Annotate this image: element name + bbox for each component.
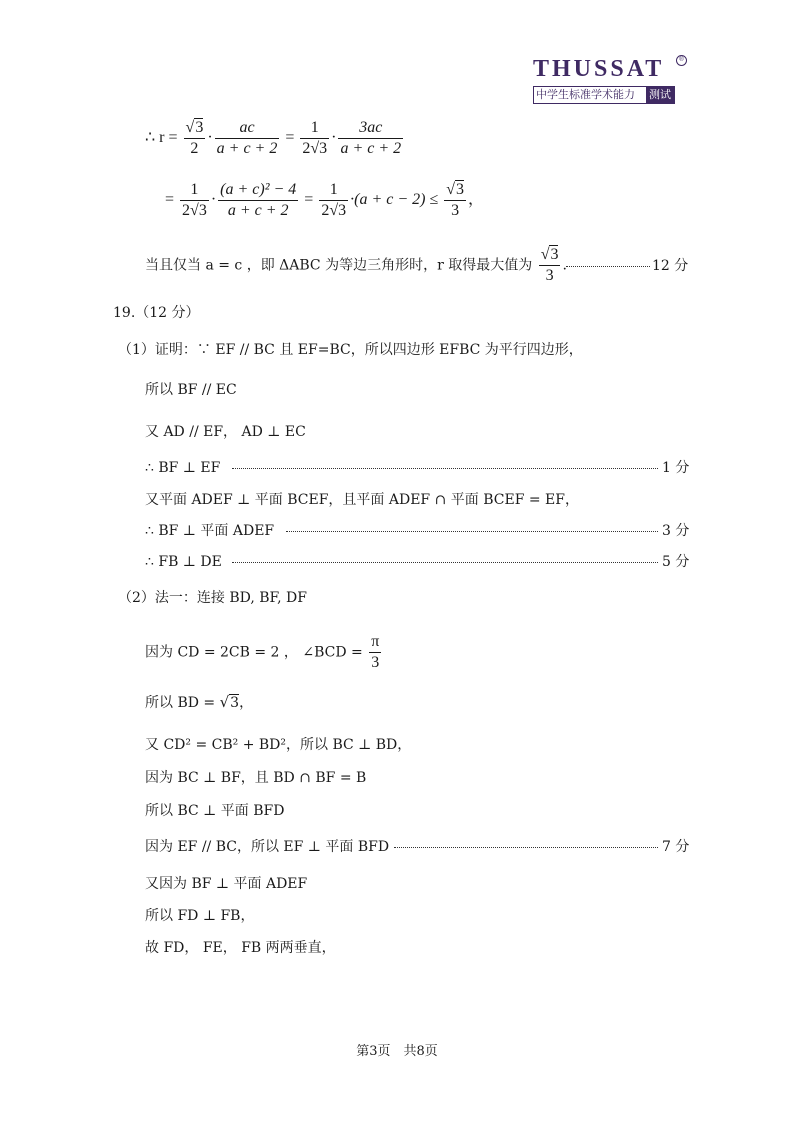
score-7: 7 分 — [662, 839, 690, 855]
part2-line3: 所以 BD = √3， — [145, 693, 254, 711]
fraction-sqrt3-over-2: $\frac{√3}{2}$ — [185, 119, 204, 157]
fraction-ac: $\frac{ac}{a + c + 2}$ — [216, 119, 278, 157]
part1-line1: （1）证明：∵ EF // BC 且 EF=BC，所以四边形 EFBC 为平行四边形， — [118, 342, 583, 358]
page-number: 第3页 共8页 — [356, 1044, 438, 1059]
registered-mark-icon: ® — [676, 55, 687, 66]
part1-line7: ∴ FB ⊥ DE — [145, 554, 222, 570]
score-1: 1 分 — [662, 460, 690, 476]
part1-line6: ∴ BF ⊥ 平面 ADEF — [145, 523, 275, 539]
question-19-heading: 19.（12 分） — [113, 305, 200, 321]
score-leader-3 — [286, 531, 658, 532]
part2-line10: 故 FD， FE， FB 两两垂直， — [145, 940, 336, 956]
score-3: 3 分 — [662, 523, 690, 539]
score-5: 5 分 — [662, 554, 690, 570]
r-prefix: ∴ r = — [145, 129, 178, 147]
fraction-1-over-2sqrt3: $\frac{1}{2√3}$ — [302, 119, 328, 157]
thussat-logo — [533, 55, 683, 104]
part2-line5: 因为 BC ⊥ BF，且 BD ∩ BF = B — [145, 770, 367, 786]
fraction-pi-over-3: $\frac{\pi}{3}$ — [371, 633, 380, 671]
score-12: 12 分 — [652, 258, 689, 274]
fraction-sqrt3-over-3: $\frac{√3}{3}$ — [446, 181, 465, 219]
part1-line2: 所以 BF // EC — [145, 382, 237, 398]
formula-r-line1: ∴ r = $\frac{√3}{2}$ · $\frac{ac}{a + c + 2}$ = $\frac{1}{2√3}$ · $\frac{3ac}{a + c + 2}$ — [145, 119, 402, 157]
fraction-sum-squared: $\frac{\text{(a + c)² − 4}}{a + c + 2}$ — [220, 181, 297, 219]
part2-line7: 因为 EF // BC，所以 EF ⊥ 平面 BFD — [145, 839, 390, 855]
logo-brand: THUSSAT — [533, 56, 665, 82]
part1-line5: 又平面 ADEF ⊥ 平面 BCEF，且平面 ADEF ∩ 平面 BCEF = EF， — [145, 492, 579, 508]
score-leader-12 — [566, 266, 650, 267]
score-leader-1 — [232, 468, 658, 469]
part1-line3: 又 AD // EF， AD ⊥ EC — [145, 424, 306, 440]
part2-line8: 又因为 BF ⊥ 平面 ADEF — [145, 876, 308, 892]
fraction-max-value: $\frac{√3}{3}$ — [540, 246, 559, 284]
part2-line2: 因为 CD = 2CB = 2 ， ∠BCD = $\frac{\pi}{3}$ — [145, 633, 380, 671]
max-value-line: 当且仅当 a = c ，即 ΔABC 为等边三角形时，r 取得最大值为 $\frac{√3}{3}$ . — [145, 246, 567, 284]
part1-line4: ∴ BF ⊥ EF — [145, 460, 221, 476]
logo-subtitle-bar — [533, 86, 675, 104]
part2-line6: 所以 BC ⊥ 平面 BFD — [145, 803, 285, 819]
formula-r-line2: = $\frac{1}{2√3}$ · $\frac{\text{(a + c)² − 4}}{a + c + 2}$ = $\frac{1}{2√3}$ ·(a + c − 2) ≤ $\frac{√3}{3}$ ， — [165, 181, 485, 219]
fraction-3ac: $\frac{3ac}{a + c + 2}$ — [340, 119, 402, 157]
logo-subtitle-right: 测试 — [646, 87, 674, 103]
part2-line1: （2）法一：连接 BD, BF, DF — [118, 590, 307, 606]
part2-line4: 又 CD² = CB² + BD²，所以 BC ⊥ BD， — [145, 737, 412, 753]
fraction-1-over-2sqrt3-b: $\frac{1}{2√3}$ — [182, 181, 207, 219]
part2-line9: 所以 FD ⊥ FB， — [145, 908, 255, 924]
fraction-1-over-2sqrt3-c: $\frac{1}{2√3}$ — [321, 181, 347, 219]
score-leader-5 — [232, 562, 658, 563]
score-leader-7 — [394, 847, 658, 848]
logo-subtitle-left: 中学生标准学术能力 — [536, 88, 635, 101]
